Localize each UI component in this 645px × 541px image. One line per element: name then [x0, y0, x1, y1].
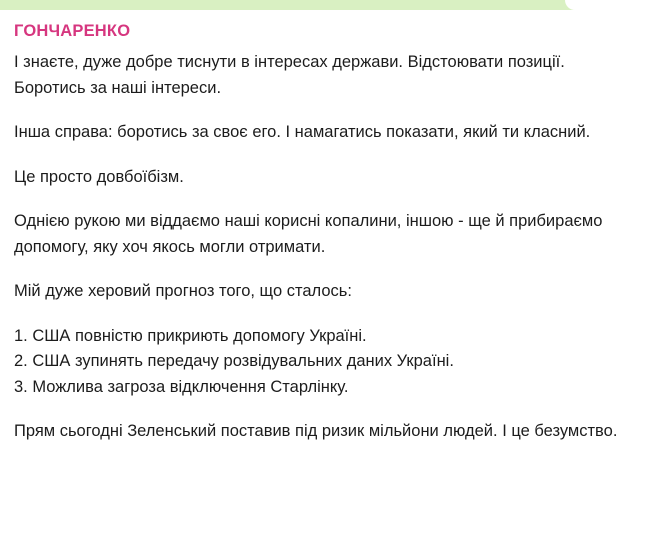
forecast-list — [14, 324, 631, 401]
message-paragraph-5: Мій дуже херовий прогноз того, що сталось: — [14, 282, 352, 300]
message-paragraph-2: Інша справа: боротись за своє его. І намагатись показати, який ти класний. — [14, 123, 591, 141]
top-accent-bar — [0, 0, 645, 10]
message-paragraph-4: Однією рукою ми віддаємо наші корисні копалини, іншою - ще й прибираємо допомогу, яку хоч якось могли отримати. — [14, 212, 608, 256]
message-paragraph-1: І знаєте, дуже добре тиснути в інтересах держави. Відстоювати позиції. Боротись за наші інтереси. — [14, 53, 570, 97]
list-item: 1. США повністю прикриють допомогу Україні. — [14, 326, 367, 345]
list-item: 2. США зупинять передачу розвідувальних даних Україні. — [14, 352, 454, 370]
accent-bar-rounded-end — [565, 0, 645, 10]
message-paragraph-3: Це просто довбоїбізм. — [14, 167, 184, 186]
message-content — [0, 10, 645, 445]
list-item: 3. Можлива загроза відключення Старлінку. — [14, 377, 349, 396]
message-author[interactable]: ГОНЧАРЕНКО — [14, 22, 131, 40]
message-closing-paragraph: Прям сьогодні Зеленський поставив під ризик мільйони людей. І це безумство. — [14, 422, 618, 440]
